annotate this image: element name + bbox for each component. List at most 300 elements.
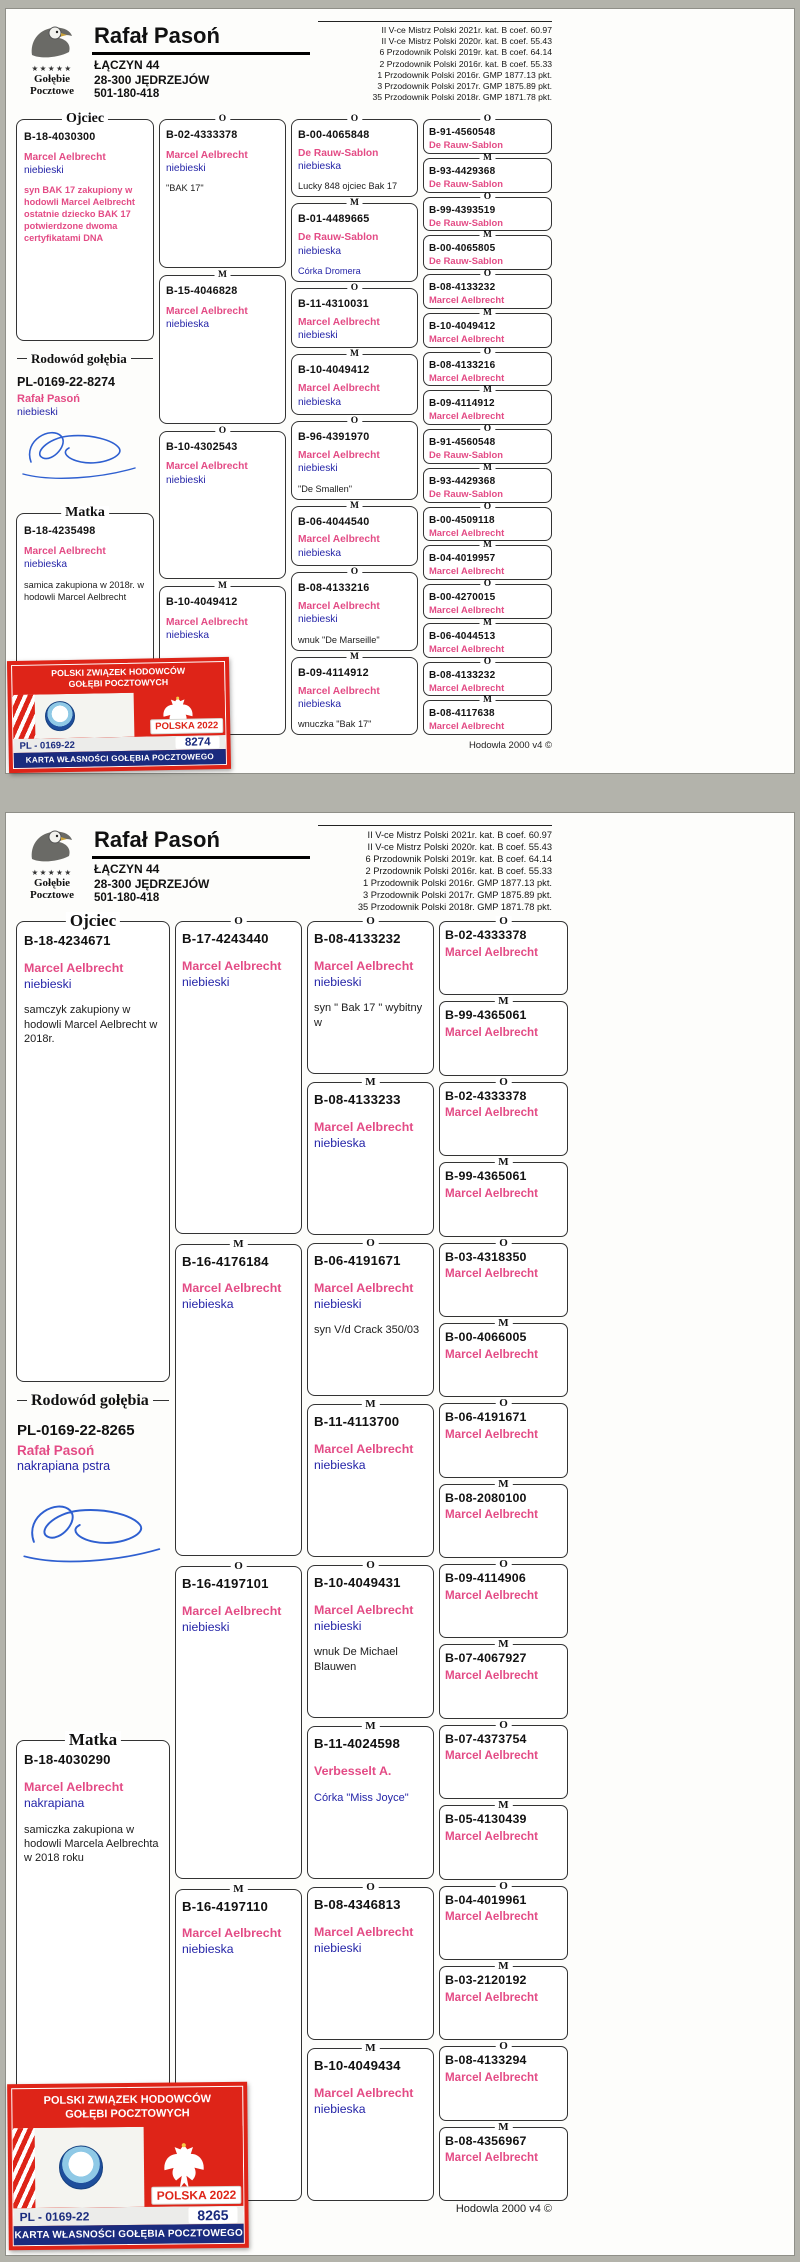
breeder-name: De Rauw-Sablon bbox=[429, 216, 503, 228]
ring-number: B-08-4133233 bbox=[314, 1092, 401, 1107]
color-name: niebieska bbox=[298, 245, 342, 257]
pedigree-box bbox=[307, 1881, 434, 2040]
pedigree-box bbox=[175, 1237, 302, 1557]
ring-number: B-08-4117638 bbox=[429, 708, 495, 720]
breeder-name: Marcel Aelbrecht bbox=[445, 1267, 538, 1281]
ring-number: B-08-4356967 bbox=[445, 2133, 527, 2148]
breeder-name: Marcel Aelbrecht bbox=[314, 2085, 414, 2100]
ring-number: B-11-4024598 bbox=[314, 1736, 400, 1751]
club-logo bbox=[18, 827, 86, 902]
ring-number: B-99-4365061 bbox=[445, 1008, 527, 1023]
ring-number: B-10-4049412 bbox=[166, 596, 238, 609]
sex-marker: M bbox=[479, 231, 496, 241]
achievement-line: 3 Przodownik Polski 2017r. GMP 1875.89 pkt. bbox=[377, 80, 552, 91]
breeder-name: Marcel Aelbrecht bbox=[298, 450, 380, 462]
breeder-name: Marcel Aelbrecht bbox=[445, 1990, 538, 2004]
pedigree-center bbox=[16, 1390, 170, 1732]
sex-marker: M bbox=[361, 1077, 379, 1088]
generation-3-column bbox=[291, 114, 418, 735]
badge-emblem-area bbox=[13, 691, 226, 739]
pigeon-note: syn " Bak 17 " wybitny w bbox=[314, 1002, 423, 1029]
sex-marker: M bbox=[479, 619, 496, 629]
sex-marker: M bbox=[494, 1157, 512, 1168]
ring-number: B-08-4133216 bbox=[298, 582, 370, 595]
pedigree-box bbox=[423, 230, 552, 270]
sex-marker: M bbox=[479, 696, 496, 706]
pigeon-note: samiczka zakupiona w hodowli Marcela Aelbrechta w 2018 roku bbox=[24, 1823, 159, 1865]
sex-marker: O bbox=[230, 916, 247, 927]
breeder-name: Marcel Aelbrecht bbox=[429, 526, 505, 538]
ring-number: B-93-4429368 bbox=[429, 475, 496, 487]
sex-marker: O bbox=[362, 1238, 379, 1249]
breeder-name: Marcel Aelbrecht bbox=[445, 1669, 538, 1683]
achievement-line: II V-ce Mistrz Polski 2020r. kat. B coef. 55.43 bbox=[367, 842, 552, 853]
sex-marker: O bbox=[480, 580, 495, 590]
sex-marker: O bbox=[495, 1238, 512, 1249]
sex-marker: M bbox=[494, 1639, 512, 1650]
breeder-name: Marcel Aelbrecht bbox=[24, 1780, 124, 1795]
badge-district-id: PL - 0169-22 bbox=[19, 2209, 90, 2225]
pedigree-box bbox=[159, 425, 286, 580]
pedigree-box bbox=[175, 1560, 302, 1879]
color-name: niebieska bbox=[298, 396, 342, 408]
sex-marker: M bbox=[229, 1239, 247, 1250]
sex-marker: O bbox=[480, 503, 495, 513]
sex-marker: O bbox=[362, 1882, 379, 1893]
ring-number: B-07-4067927 bbox=[445, 1651, 527, 1666]
ring-number: B-18-4030290 bbox=[24, 1752, 111, 1768]
breeder-name: Marcel Aelbrecht bbox=[166, 305, 248, 317]
sex-marker: M bbox=[479, 154, 496, 164]
color-name: niebieski bbox=[182, 1619, 230, 1634]
pedigree-box bbox=[439, 2120, 568, 2201]
ring-number: B-10-4049434 bbox=[314, 2058, 401, 2073]
address-line-2: 28-300 JĘDRZEJÓW bbox=[94, 73, 210, 87]
badge-frame bbox=[11, 2086, 245, 2246]
breeder-name: Marcel Aelbrecht bbox=[445, 1026, 538, 1040]
club-logo bbox=[18, 23, 86, 98]
phone-number: 501-180-418 bbox=[94, 88, 160, 100]
breeder-name: Marcel Aelbrecht bbox=[445, 1588, 538, 1602]
sex-marker: O bbox=[480, 115, 495, 125]
breeder-name: Marcel Aelbrecht bbox=[429, 332, 505, 344]
pedigree-box bbox=[307, 1076, 434, 1235]
ring-number: B-08-2080100 bbox=[445, 1490, 527, 1505]
pedigree-label-text: Rodowód gołębia bbox=[31, 1391, 149, 1409]
phone-number: 501-180-418 bbox=[94, 892, 160, 904]
pedigree-box bbox=[291, 198, 418, 281]
ring-number: B-10-4049412 bbox=[298, 364, 370, 377]
card-header bbox=[18, 21, 782, 115]
logo-stars: ★★★★★ bbox=[31, 64, 73, 73]
owner-block bbox=[92, 23, 310, 100]
sex-marker: M bbox=[494, 2122, 512, 2133]
pedigree-id: PL-0169-22-8265 bbox=[17, 1421, 135, 1439]
breeder-name: Marcel Aelbrecht bbox=[314, 1602, 414, 1617]
sex-marker: M bbox=[346, 653, 363, 663]
breeder-name: Marcel Aelbrecht bbox=[182, 1281, 282, 1296]
logo-caption-1: Gołębie bbox=[33, 72, 71, 85]
sex-marker: O bbox=[362, 1560, 379, 1571]
sex-marker: O bbox=[347, 284, 362, 294]
pigeon-note: syn V/d Crack 350/03 bbox=[314, 1324, 420, 1337]
achievement-line: II V-ce Mistrz Polski 2021r. kat. B coef. 60.97 bbox=[367, 830, 552, 840]
breeder-name: De Rauw-Sablon bbox=[298, 147, 379, 159]
color-name: niebieska bbox=[314, 2101, 366, 2116]
achievement-line: 1 Przodownik Polski 2016r. GMP 1877.13 pkt. bbox=[377, 69, 552, 80]
breeder-name: Marcel Aelbrecht bbox=[298, 383, 380, 395]
ring-number: B-08-4133216 bbox=[429, 359, 496, 371]
sex-marker: O bbox=[480, 270, 495, 280]
color-name: niebieska bbox=[298, 698, 342, 710]
sex-marker: O bbox=[495, 1398, 512, 1409]
sex-marker: O bbox=[480, 193, 495, 203]
pedigree-box bbox=[291, 651, 418, 735]
sex-marker: M bbox=[479, 309, 496, 319]
breeder-name: De Rauw-Sablon bbox=[429, 139, 503, 150]
breeder-name: Marcel Aelbrecht bbox=[445, 1749, 538, 1763]
sex-marker: M bbox=[494, 1318, 512, 1329]
pedigree-box bbox=[291, 500, 418, 567]
ring-number: B-99-4365061 bbox=[445, 1169, 527, 1184]
achievements-list bbox=[318, 825, 552, 914]
sex-marker: M bbox=[479, 541, 496, 551]
pedigree-box bbox=[439, 1799, 568, 1879]
color-name: niebieski bbox=[166, 163, 206, 175]
ring-number: B-00-4509118 bbox=[429, 514, 495, 526]
achievement-line: II V-ce Mistrz Polski 2021r. kat. B coef. 60.97 bbox=[381, 25, 552, 35]
ring-number: B-04-4019961 bbox=[445, 1892, 527, 1907]
logo-caption-1: Gołębie bbox=[33, 876, 71, 889]
ring-number: B-06-4044513 bbox=[429, 630, 496, 642]
breeder-name: De Rauw-Sablon bbox=[429, 255, 503, 267]
sex-marker: M bbox=[214, 582, 231, 592]
color-name: niebieski bbox=[298, 329, 338, 341]
color-name: niebieski bbox=[314, 974, 362, 989]
sex-marker: O bbox=[480, 658, 495, 668]
pedigree-box bbox=[291, 567, 418, 650]
ring-number: B-07-4373754 bbox=[445, 1731, 527, 1746]
owner-pigeon-color: niebieski bbox=[17, 405, 58, 418]
sex-marker: O bbox=[495, 2041, 512, 2052]
ring-number: B-00-4065805 bbox=[429, 243, 496, 255]
ring-number: B-09-4114906 bbox=[445, 1571, 526, 1585]
breeder-name: Marcel Aelbrecht bbox=[182, 1603, 282, 1618]
ring-number: B-91-4560548 bbox=[429, 437, 496, 448]
owner-name: Rafał Pasoń bbox=[17, 1442, 95, 1458]
pedigree-box bbox=[159, 114, 286, 268]
pedigree-box bbox=[439, 1075, 568, 1156]
color-name: niebieski bbox=[24, 165, 64, 177]
pedigree-box bbox=[423, 191, 552, 232]
color-name: niebieska bbox=[24, 559, 68, 571]
sex-marker: M bbox=[479, 464, 496, 474]
owner-name: Rafał Pasoń bbox=[17, 392, 80, 405]
sex-marker: O bbox=[495, 916, 512, 927]
pedigree-box bbox=[423, 424, 552, 464]
ring-number: B-10-4302543 bbox=[166, 440, 238, 453]
ring-number: B-96-4391970 bbox=[298, 431, 370, 444]
owner-pigeon-color: nakrapiana pstra bbox=[17, 1458, 111, 1473]
ownership-badge bbox=[7, 2082, 249, 2251]
pedigree-box bbox=[291, 282, 418, 349]
color-name: niebieski bbox=[298, 614, 338, 626]
achievement-line: II V-ce Mistrz Polski 2020r. kat. B coef. 55.43 bbox=[381, 36, 552, 47]
pedigree-box bbox=[307, 1720, 434, 1879]
ring-number: B-93-4429368 bbox=[429, 165, 496, 177]
pedigree-box bbox=[439, 995, 568, 1075]
color-name: niebieska bbox=[182, 1942, 234, 1957]
eagle-logo-icon bbox=[27, 23, 77, 59]
achievement-line: 6 Przodownik Polski 2019r. kat. B coef. 64.14 bbox=[365, 854, 552, 865]
achievement-line: 35 Przodownik Polski 2018r. GMP 1871.78 pkt. bbox=[372, 92, 552, 103]
breeder-name: Marcel Aelbrecht bbox=[314, 1280, 414, 1295]
pedigree-box bbox=[423, 269, 552, 309]
breeder-name: Marcel Aelbrecht bbox=[445, 2070, 538, 2084]
pedigree-label bbox=[17, 351, 153, 367]
pedigree-box bbox=[423, 114, 552, 154]
sex-marker: M bbox=[494, 996, 512, 1007]
pedigree-box bbox=[423, 346, 552, 387]
breeder-name: Marcel Aelbrecht bbox=[24, 151, 106, 163]
achievement-line: 2 Przodownik Polski 2016r. kat. B coef. 55.33 bbox=[379, 58, 552, 69]
breeder-name: Verbesselt A. bbox=[314, 1763, 392, 1778]
ring-number: B-03-2120192 bbox=[445, 1972, 527, 1987]
pedigree-box bbox=[423, 579, 552, 619]
ring-number: B-06-4191671 bbox=[314, 1253, 401, 1268]
breeder-name: Marcel Aelbrecht bbox=[298, 316, 380, 328]
ring-number: B-16-4197101 bbox=[182, 1576, 269, 1591]
breeder-name: Marcel Aelbrecht bbox=[182, 958, 282, 973]
ring-number: B-16-4176184 bbox=[182, 1253, 269, 1269]
achievement-line: 35 Przodownik Polski 2018r. GMP 1871.78 pkt. bbox=[357, 902, 552, 913]
generation-2-column bbox=[175, 915, 302, 2201]
badge-rays bbox=[13, 2126, 36, 2209]
address-line-1: ŁĄCZYN 44 bbox=[94, 58, 160, 72]
sex-marker: O bbox=[347, 417, 362, 427]
pigeon-note: wnuczka "Bak 17" bbox=[298, 719, 372, 730]
pedigree-grid bbox=[16, 111, 552, 735]
pedigree-box bbox=[439, 1477, 568, 1558]
breeder-name: Marcel Aelbrecht bbox=[429, 565, 505, 577]
badge-frame bbox=[11, 661, 227, 769]
eagle-logo-icon bbox=[27, 827, 77, 863]
breeder-name: Marcel Aelbrecht bbox=[166, 149, 248, 161]
breeder-name: Marcel Aelbrecht bbox=[445, 1186, 538, 1200]
pedigree-box bbox=[175, 915, 302, 1234]
sex-marker: M bbox=[229, 1884, 247, 1895]
ring-number: B-17-4243440 bbox=[182, 931, 269, 946]
breeder-title: Rafał Pasoń bbox=[92, 23, 310, 55]
breeder-name: Marcel Aelbrecht bbox=[429, 642, 505, 654]
pigeon-note: samczyk zakupiony w hodowli Marcel Aelbrecht w 2018r. bbox=[24, 1004, 158, 1045]
breeder-name: Marcel Aelbrecht bbox=[429, 604, 505, 615]
color-name: niebieski bbox=[166, 474, 206, 486]
sex-marker: O bbox=[480, 425, 495, 435]
achievement-line: 1 Przodownik Polski 2016r. GMP 1877.13 pkt. bbox=[363, 878, 552, 889]
sex-marker: O bbox=[495, 1881, 512, 1892]
breeder-name: Marcel Aelbrecht bbox=[298, 601, 380, 613]
pedigree-box bbox=[423, 656, 552, 697]
ring-number: B-04-4019957 bbox=[429, 553, 496, 565]
pedigree-box bbox=[291, 416, 418, 499]
pedigree-grid bbox=[16, 911, 552, 2201]
breeder-name: Marcel Aelbrecht bbox=[429, 410, 505, 422]
father-box bbox=[16, 111, 154, 341]
ring-number: B-18-4234671 bbox=[24, 933, 111, 948]
pedigree-box bbox=[439, 1156, 568, 1236]
breeder-name: Marcel Aelbrecht bbox=[429, 371, 505, 383]
sex-marker: M bbox=[361, 2043, 379, 2054]
sex-marker: O bbox=[215, 115, 230, 125]
badge-emblem-area bbox=[13, 2125, 244, 2208]
pigeon-note: Lucky 848 ojciec Bak 17 bbox=[298, 181, 398, 192]
color-name: niebieska bbox=[166, 318, 210, 330]
badge-ownership-bar: KARTA WŁASNOŚCI GOŁĘBIA POCZTOWEGO bbox=[14, 749, 226, 768]
color-name: niebieska bbox=[298, 161, 342, 173]
sex-marker: O bbox=[347, 115, 362, 125]
sex-marker: O bbox=[362, 916, 379, 927]
logo-caption-2: Pocztowe bbox=[30, 889, 74, 902]
breeder-name: Marcel Aelbrecht bbox=[429, 720, 505, 732]
sex-marker: M bbox=[346, 350, 363, 360]
ring-number: B-08-4133232 bbox=[429, 669, 496, 681]
signature-scribble bbox=[17, 1487, 169, 1575]
breeder-name: De Rauw-Sablon bbox=[298, 232, 379, 244]
pedigree-box bbox=[439, 1879, 568, 1960]
generation-2-column bbox=[159, 114, 286, 735]
badge-ring-suffix: 8274 bbox=[176, 736, 220, 749]
generation-3-column bbox=[307, 915, 434, 2201]
pedigree-box bbox=[307, 1559, 434, 1718]
badge-org-line-2: GOŁĘBI POCZTOWYCH bbox=[65, 2107, 190, 2121]
pedigree-box bbox=[307, 1237, 434, 1396]
generation-1-column bbox=[16, 911, 170, 2201]
ring-number: B-16-4197110 bbox=[182, 1898, 268, 1914]
ring-number: B-15-4046828 bbox=[166, 284, 238, 297]
color-name: niebieski bbox=[24, 976, 72, 991]
sex-marker: O bbox=[215, 427, 230, 437]
polska-year-label: POLSKA 2022 bbox=[150, 718, 223, 734]
breeder-name: Marcel Aelbrecht bbox=[445, 1910, 538, 1924]
color-name: niebieska bbox=[166, 630, 210, 642]
pedigree-box bbox=[423, 540, 552, 580]
sex-marker: M bbox=[494, 1961, 512, 1972]
pedigree-box bbox=[307, 915, 434, 1074]
ring-number: B-11-4310031 bbox=[298, 297, 369, 310]
ring-number: B-02-4333378 bbox=[445, 928, 527, 942]
color-name: niebieska bbox=[314, 1135, 366, 1150]
ring-number: B-06-4191671 bbox=[445, 1410, 527, 1425]
owner-block bbox=[92, 827, 310, 904]
ring-number: B-05-4130439 bbox=[445, 1812, 527, 1827]
breeder-name: Marcel Aelbrecht bbox=[182, 1926, 282, 1941]
breeder-name: Marcel Aelbrecht bbox=[429, 681, 505, 693]
pedigree-box bbox=[307, 1398, 434, 1557]
ring-number: B-08-4133232 bbox=[429, 282, 496, 293]
pedigree-box bbox=[439, 1397, 568, 1477]
color-name: niebieski bbox=[314, 1296, 362, 1311]
sex-marker: M bbox=[361, 1721, 379, 1732]
pedigree-box bbox=[439, 2040, 568, 2120]
breeder-name: Marcel Aelbrecht bbox=[298, 534, 380, 546]
sex-marker: M bbox=[361, 1399, 379, 1410]
address-line-2: 28-300 JĘDRZEJÓW bbox=[94, 877, 210, 891]
sex-marker: O bbox=[495, 1559, 512, 1570]
polska-year-label: POLSKA 2022 bbox=[152, 2186, 242, 2205]
ring-number: B-18-4235498 bbox=[24, 525, 96, 538]
ring-number: B-00-4065848 bbox=[298, 129, 370, 141]
breeder-name: Marcel Aelbrecht bbox=[445, 1829, 538, 1843]
color-name: niebieski bbox=[182, 974, 230, 989]
breeder-name: Marcel Aelbrecht bbox=[445, 1508, 538, 1522]
pzhgp-emblem-icon bbox=[59, 2145, 103, 2189]
sex-marker: O bbox=[347, 568, 362, 578]
ring-number: B-09-4114912 bbox=[298, 666, 369, 679]
software-credit: Hodowla 2000 v4 © bbox=[468, 740, 552, 751]
sex-marker: M bbox=[346, 502, 363, 512]
software-credit: Hodowla 2000 v4 © bbox=[455, 2203, 552, 2215]
address-line-1: ŁĄCZYN 44 bbox=[94, 862, 160, 876]
color-name: niebieski bbox=[314, 1940, 362, 1955]
achievement-line: 2 Przodownik Polski 2016r. kat. B coef. 55.33 bbox=[365, 866, 552, 877]
ring-number: B-02-4333378 bbox=[445, 1088, 527, 1103]
breeder-name: Marcel Aelbrecht bbox=[298, 685, 380, 697]
color-name: niebieska bbox=[182, 1297, 234, 1312]
ring-number: B-00-4066005 bbox=[445, 1329, 527, 1344]
pigeon-note: "BAK 17" bbox=[166, 183, 204, 194]
breeder-title: Rafał Pasoń bbox=[92, 827, 310, 859]
logo-stars: ★★★★★ bbox=[31, 868, 73, 877]
pedigree-box bbox=[423, 385, 552, 425]
badge-rays bbox=[13, 692, 36, 739]
ring-number: B-00-4270015 bbox=[429, 592, 496, 603]
breeder-name: Marcel Aelbrecht bbox=[445, 1427, 538, 1441]
sex-marker: M bbox=[214, 271, 231, 281]
breeder-name: Marcel Aelbrecht bbox=[314, 1924, 414, 1939]
breeder-name: Marcel Aelbrecht bbox=[314, 1441, 414, 1456]
sex-marker: M bbox=[346, 199, 363, 209]
badge-district-id: PL - 0169-22 bbox=[19, 739, 75, 752]
breeder-name: Marcel Aelbrecht bbox=[429, 294, 505, 305]
breeder-name: De Rauw-Sablon bbox=[429, 177, 503, 189]
breeder-name: Marcel Aelbrecht bbox=[445, 1106, 538, 1120]
pedigree-box bbox=[423, 462, 552, 503]
color-name: niebieska bbox=[314, 1457, 366, 1472]
logo-caption-2: Pocztowe bbox=[30, 85, 74, 98]
pedigree-box bbox=[439, 915, 568, 995]
sex-marker: M bbox=[494, 1800, 512, 1811]
pedigree-card-1 bbox=[5, 8, 795, 774]
mother-label: Matka bbox=[61, 506, 109, 520]
badge-ownership-bar: KARTA WŁASNOŚCI GOŁĘBIA POCZTOWEGO bbox=[14, 2224, 244, 2245]
pedigree-label-text: Rodowód gołębia bbox=[31, 350, 127, 366]
ring-number: B-01-4489665 bbox=[298, 213, 370, 226]
breeder-name: Marcel Aelbrecht bbox=[445, 2151, 538, 2165]
father-label: Ojciec bbox=[62, 112, 108, 126]
mother-label: Matka bbox=[65, 1731, 121, 1748]
sex-marker: M bbox=[479, 386, 496, 396]
pedigree-label bbox=[17, 1392, 169, 1410]
pedigree-box bbox=[439, 1718, 568, 1799]
badge-org-title bbox=[12, 662, 225, 695]
generation-1-column bbox=[16, 111, 154, 735]
ring-number: B-03-4318350 bbox=[445, 1249, 527, 1264]
badge-org-line-1: POLSKI ZWIĄZEK HODOWCÓW bbox=[43, 2093, 212, 2107]
badge-org-line-1: POLSKI ZWIĄZEK HODOWCÓW bbox=[51, 665, 186, 679]
pigeon-note: syn BAK 17 zakupiony w hodowli Marcel Aelbrecht ostatnie dziecko BAK 17 potwierdzone dwoma certyfikatami DNA bbox=[24, 185, 135, 244]
pedigree-card-2 bbox=[5, 812, 795, 2256]
